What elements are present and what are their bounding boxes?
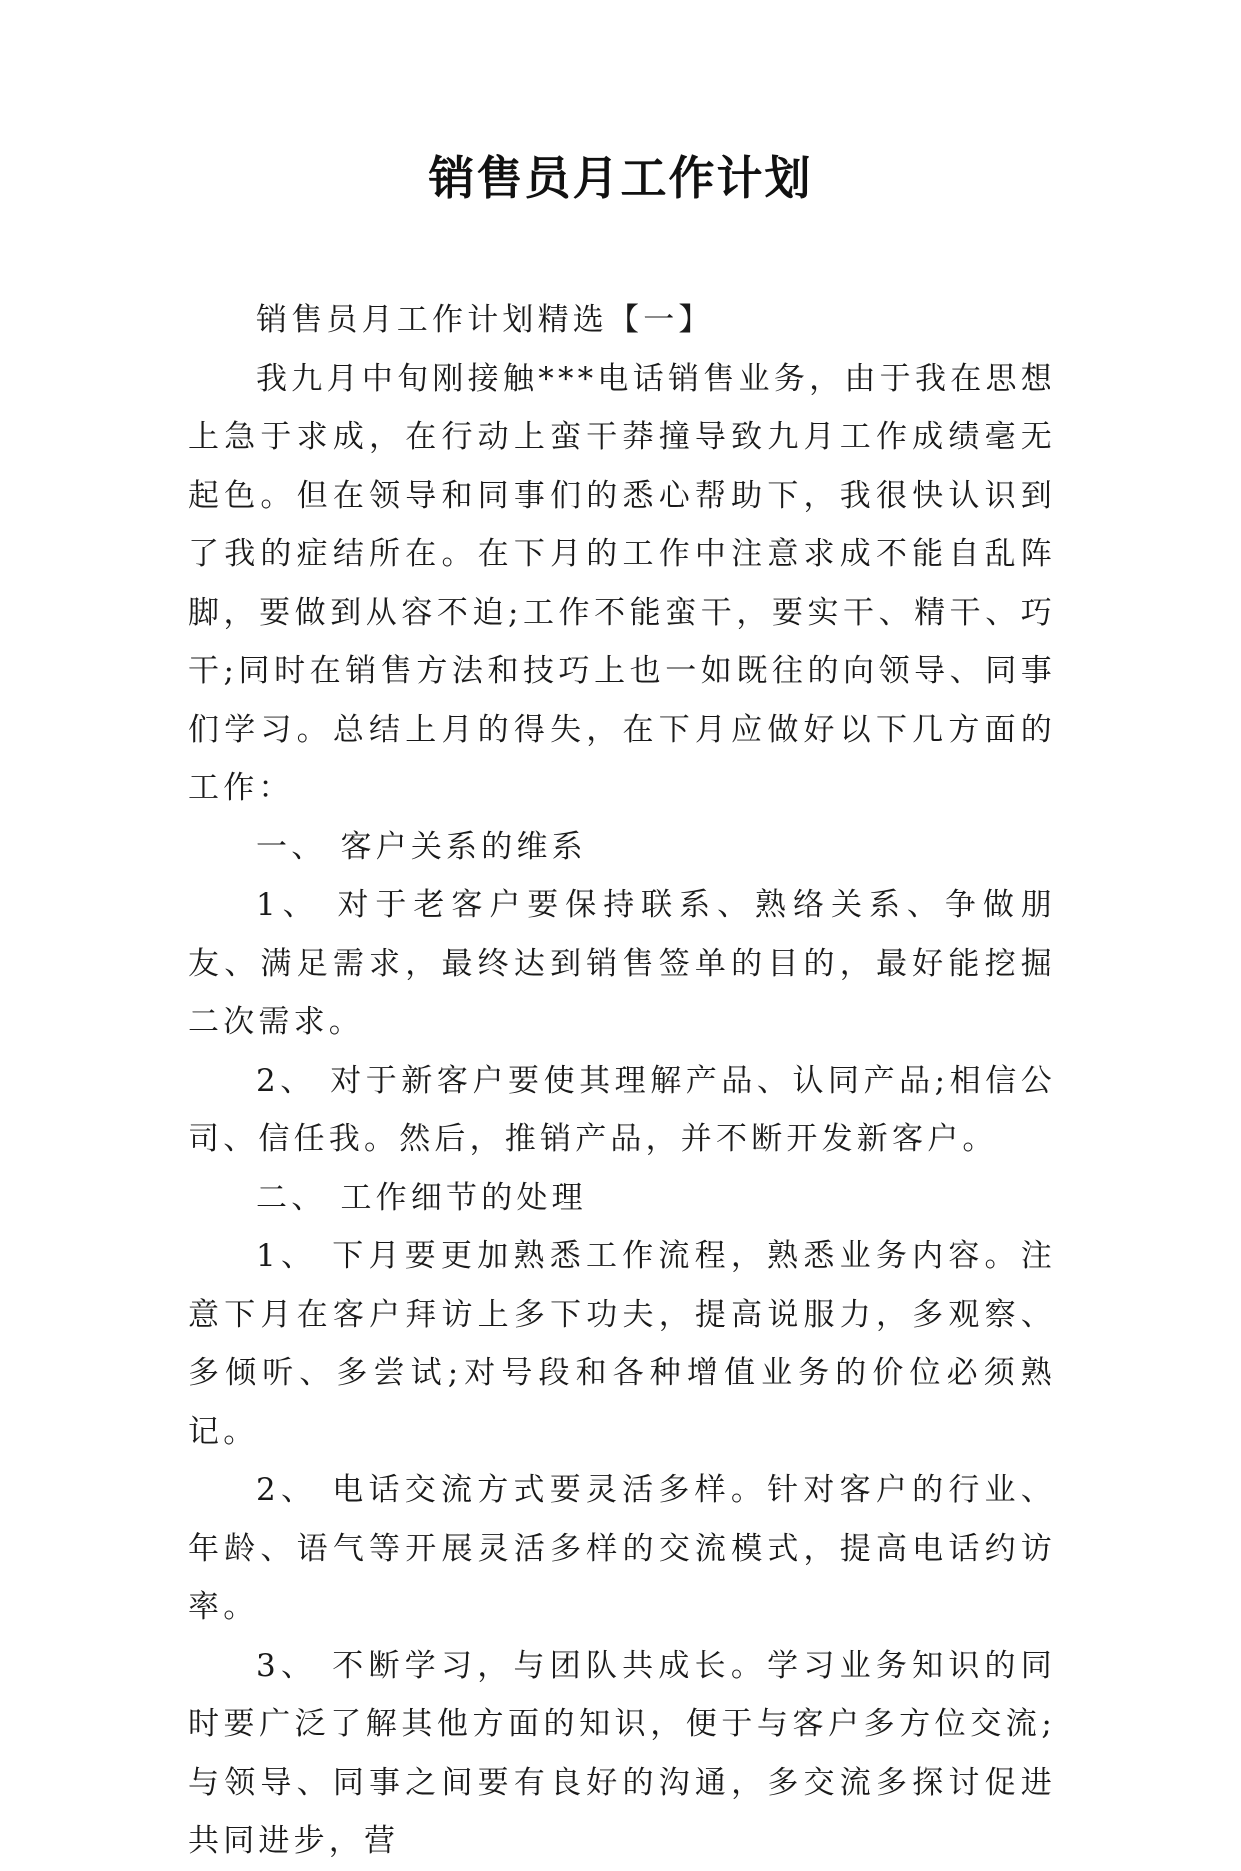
section-heading: 二、 工作细节的处理	[256, 1179, 587, 1216]
paragraph: 1、 对于老客户要保持联系、熟络关系、争做朋友、满足需求，最终达到销售签单的目的，最好能挖掘二次需求。	[188, 887, 1056, 1040]
section-heading: 一、 客户关系的维系	[256, 828, 587, 865]
paragraph: 2、 电话交流方式要灵活多样。针对客户的行业、年龄、语气等开展灵活多样的交流模式，提高电话约访率。	[188, 1472, 1056, 1625]
document-title: 销售员月工作计划	[428, 151, 813, 205]
document-body	[188, 291, 1056, 1871]
paragraph: 我九月中旬刚接触***电话销售业务，由于我在思想上急于求成，在行动上蛮干莽撞导致九月工作成绩毫无起色。但在领导和同事们的悉心帮助下，我很快认识到了我的症结所在。在下月的工作中注意求成不能自乱阵脚，要做到从容不迫;工作不能蛮干，要实干、精干、巧干;同时在销售方法和技巧上也一如既往的向领导、同事们学习。总结上月的得失，在下月应做好以下几方面的工作：	[188, 360, 1056, 806]
paragraph: 2、 对于新客户要使其理解产品、认同产品;相信公司、信任我。然后，推销产品，并不断开发新客户。	[188, 1062, 1056, 1157]
paragraph: 3、 不断学习，与团队共成长。学习业务知识的同时要广泛了解其他方面的知识，便于与客户多方位交流;与领导、同事之间要有良好的沟通，多交流多探讨促进共同进步，营	[188, 1647, 1056, 1859]
paragraph: 1、 下月要更加熟悉工作流程，熟悉业务内容。注意下月在客户拜访上多下功夫，提高说服力，多观察、多倾听、多尝试;对号段和各种增值业务的价位必须熟记。	[188, 1238, 1056, 1450]
section-heading: 销售员月工作计划精选【一】	[256, 302, 714, 338]
